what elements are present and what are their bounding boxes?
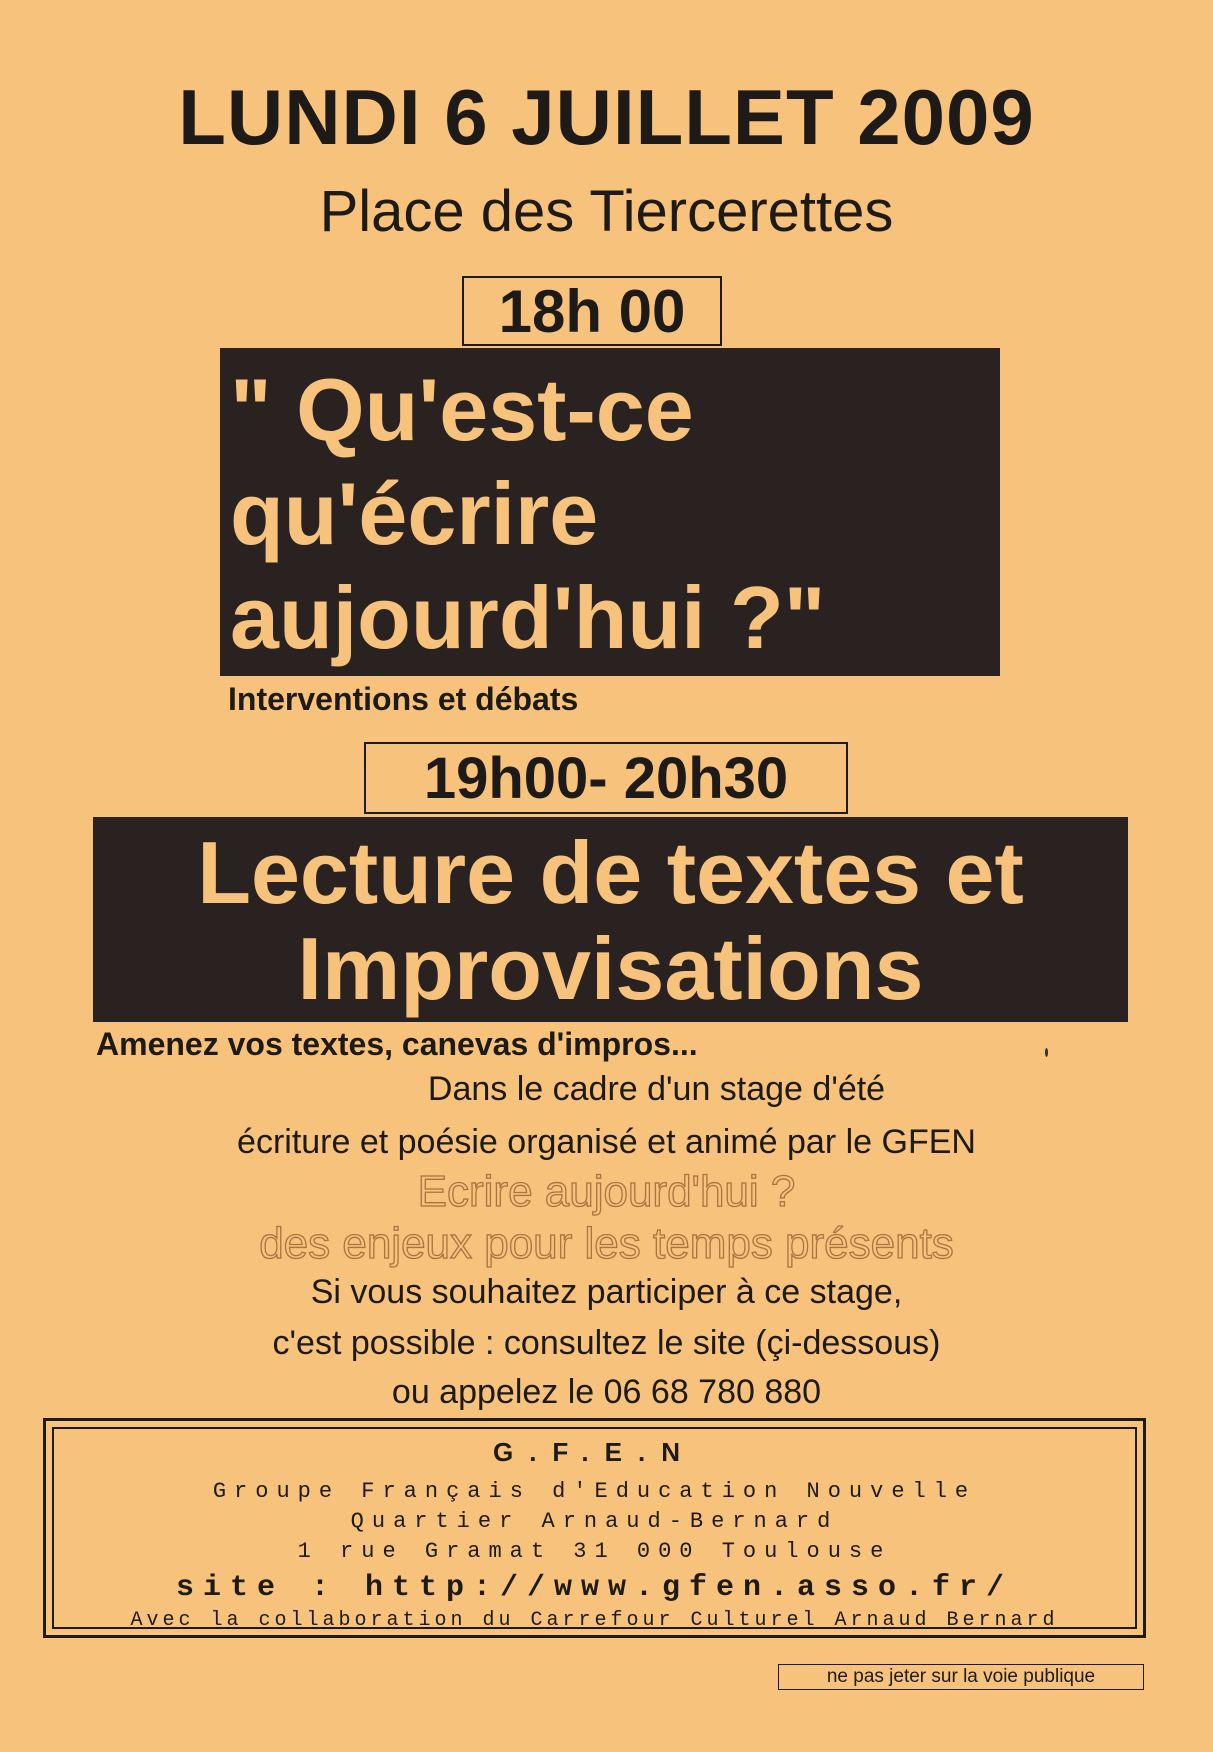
event-place: Place des Tiercerettes <box>319 179 894 244</box>
session1-title-line: " Qu'est-ce <box>230 360 694 459</box>
gfen-website: site : http://www.gfen.asso.fr/ <box>175 1571 1014 1605</box>
gfen-collaboration: Avec la collaboration du Carrefour Culturel Arnaud Bernard <box>130 1609 1059 1632</box>
session2-time: 19h00- 20h30 <box>364 742 848 814</box>
stage-context-line: Dans le cadre d'un stage d'été <box>427 1070 886 1108</box>
session1-subtitle: Interventions et débats <box>228 681 579 717</box>
gfen-address: 1 rue Gramat 31 000 Toulouse <box>297 1539 892 1564</box>
event-date: LUNDI 6 JUILLET 2009 <box>178 73 1035 161</box>
gfen-contact-inner-frame <box>52 1427 1137 1632</box>
phone-line: ou appelez le 06 68 780 880 <box>391 1373 822 1411</box>
session1-title-line: qu'écrire <box>230 464 599 563</box>
session1-title-block <box>220 348 1000 676</box>
littering-notice: ne pas jeter sur la voie publique <box>778 1664 1144 1690</box>
stage-title-outline: Ecrire aujourd'hui ? <box>417 1167 796 1216</box>
website-hint-line: c'est possible : consultez le site (çi-dessous) <box>272 1324 941 1362</box>
stage-organizer-line: écriture et poésie organisé et animé par le GFEN <box>237 1123 976 1161</box>
session2-title-line: Improvisations <box>297 919 924 1018</box>
gfen-full-name: Groupe Français d'Education Nouvelle <box>212 1479 977 1504</box>
session2-title-block <box>93 817 1128 1022</box>
session2-subtitle: Amenez vos textes, canevas d'impros... <box>96 1026 698 1062</box>
session2-title-line: Lecture de textes et <box>197 823 1024 922</box>
ink-speck <box>1045 1048 1048 1057</box>
gfen-contact-box <box>43 1418 1146 1638</box>
session1-time: 18h 00 <box>462 276 722 346</box>
gfen-quarter: Quartier Arnaud-Bernard <box>350 1509 839 1534</box>
session1-title-line: aujourd'hui ?" <box>230 568 826 667</box>
gfen-abbreviation: G.F.E.N <box>492 1437 696 1467</box>
participation-line: Si vous souhaitez participer à ce stage, <box>310 1273 903 1311</box>
stage-subtitle-outline: des enjeux pour les temps présents <box>259 1219 954 1268</box>
